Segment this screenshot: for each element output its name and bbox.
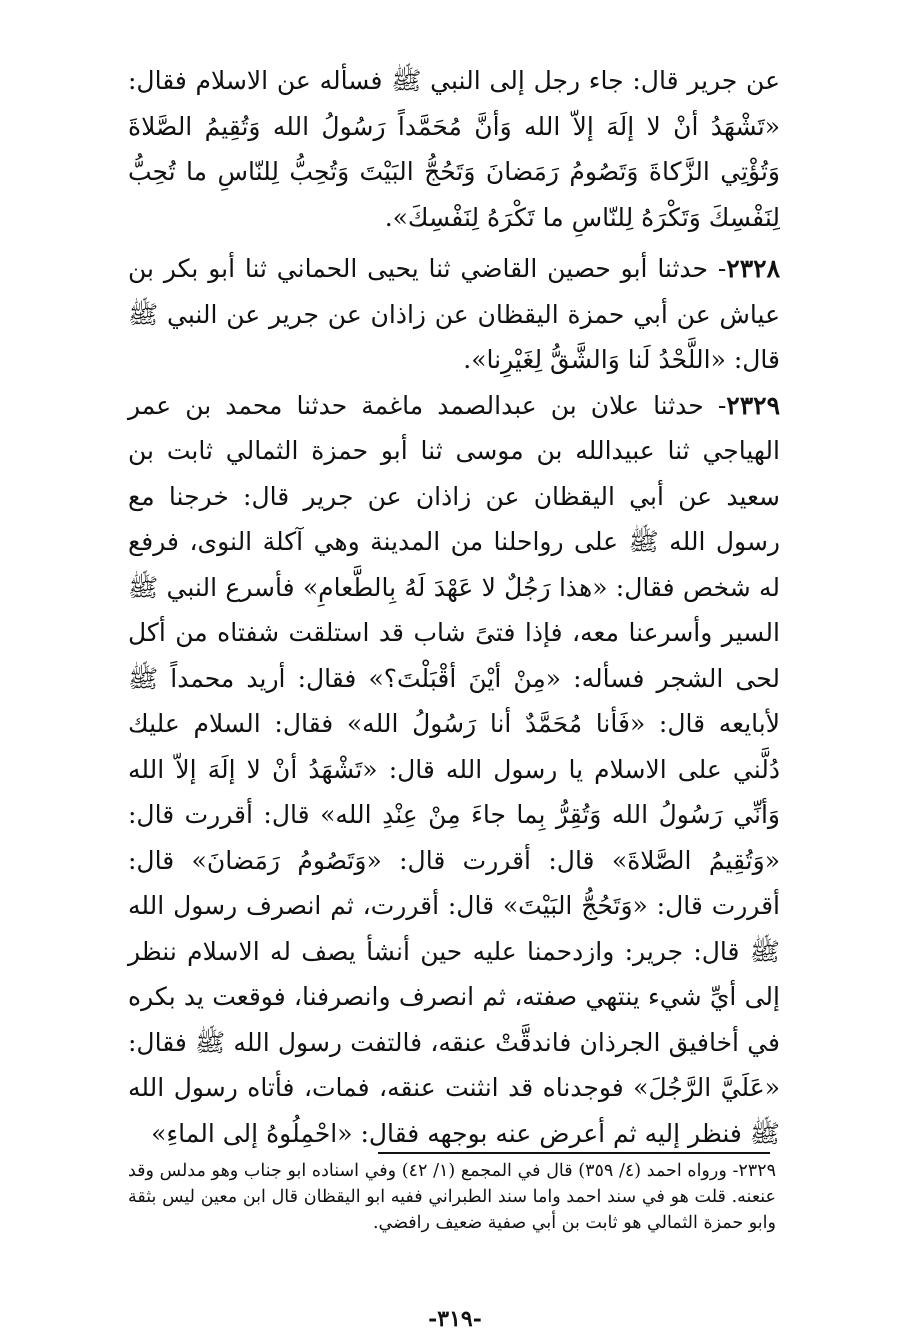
footnote-text: ٢٣٢٩- ورواه احمد (٤/ ٣٥٩) قال في المجمع (١/ ٤٢) وفي اسناده ابو جناب وهو مدلس وقد عنعنه. قلت هو في سند احمد واما سند الطبراني ففيه ابو اليقظان قال ابن معين ليس بثقة وابو حمزة الثمالي هو ثابت بن أبي صفية ضعيف رافضي.	[128, 1161, 776, 1233]
footnote	[128, 1158, 776, 1236]
paragraph-hadith-2328	[128, 246, 780, 383]
paragraph-text: - حدثنا أبو حصين القاضي ثنا يحيى الحماني ثنا أبو بكر بن عياش عن أبي حمزة اليقظان عن زاذان عن جرير عن النبي ﷺ قال: «اللَّحْدُ لَنا وَالشَّقُّ لِغَيْرِنا».	[128, 254, 780, 374]
paragraph-text: - حدثنا علان بن عبدالصمد ماغمة حدثنا محمد بن عمر الهياجي ثنا عبيدالله بن موسى ثنا أبو حمزة الثمالي ثابت بن سعيد عن أبي اليقظان عن زاذان عن جرير قال: خرجنا مع رسول الله ﷺ على رواحلنا من المدينة وهي آكلة النوى، فرفع له شخص فقال: «هذا رَجُلٌ لا عَهْدَ لَهُ بِالطَّعامِ» فأسرع النبي ﷺ السير وأسرعنا معه، فإذا فتىً شاب قد استلقت شفتاه من أكل لحى الشجر فسأله: «مِنْ أيْنَ أقْبَلْتَ؟» فقال: أريد محمداً ﷺ لأبايعه قال: «فَأنا مُحَمَّدٌ أنا رَسُولُ الله» فقال: السلام عليك دُلَّني على الاسلام يا رسول الله قال: «تَشْهَدُ أنْ لا إلَهَ إلاّ الله وَأنِّي رَسُولُ الله وَتُقِرُّ بِما جاءَ مِنْ عِنْدِ الله» قال: أقررت قال: «وَتُقِيمُ الصَّلاةَ» قال: أقررت قال: «وَتَصُومُ رَمَضانَ» قال: أقررت قال: «وَتَحُجُّ البَيْتَ» قال: أقررت، ثم انصرف رسول الله ﷺ قال: جرير: وازدحمنا عليه حين أنشأ يصف له الاسلام ننظر إلى أيِّ شيء ينتهي صفته، ثم انصرف وانصرفنا، فوقعت يد بكره في أخافيق الجرذان فاندقَّتْ عنقه، فالتفت رسول الله ﷺ فقال: «عَلَيَّ الرَّجُلَ» فوجدناه قد انثنت عنقه، فمات، فأتاه رسول الله ﷺ فنظر إليه ثم أعرض عنه بوجهه فقال: «احْمِلُوهُ إلى الماءِ»	[128, 390, 780, 1148]
paragraph-hadith-jarir-islam	[128, 58, 780, 240]
page-number: -٣١٩-	[428, 1306, 482, 1332]
paragraph-hadith-2329	[128, 383, 780, 1157]
paragraph-text: عن جرير قال: جاء رجل إلى النبي ﷺ فسأله عن الاسلام فقال: «تَشْهَدُ أنْ لا إلَهَ إلاّ الله وَأنَّ مُحَمَّداً رَسُولُ الله وَتُقِيمُ الصَّلاةَ وَتُؤْتِي الزَّكاةَ وَتَصُومُ رَمَضانَ وَتَحُجُّ البَيْتَ وَتُحِبُّ لِلنّاسِ ما تُحِبُّ لِنَفْسِكَ وَتَكْرَهُ لِلنّاسِ ما تَكْرَهُ لِنَفْسِكَ».	[128, 66, 780, 232]
hadith-number: ٢٣٢٨	[726, 254, 780, 283]
footnote-separator	[378, 1152, 770, 1154]
hadith-number: ٢٣٢٩	[726, 390, 780, 420]
main-text-body	[128, 58, 780, 1156]
